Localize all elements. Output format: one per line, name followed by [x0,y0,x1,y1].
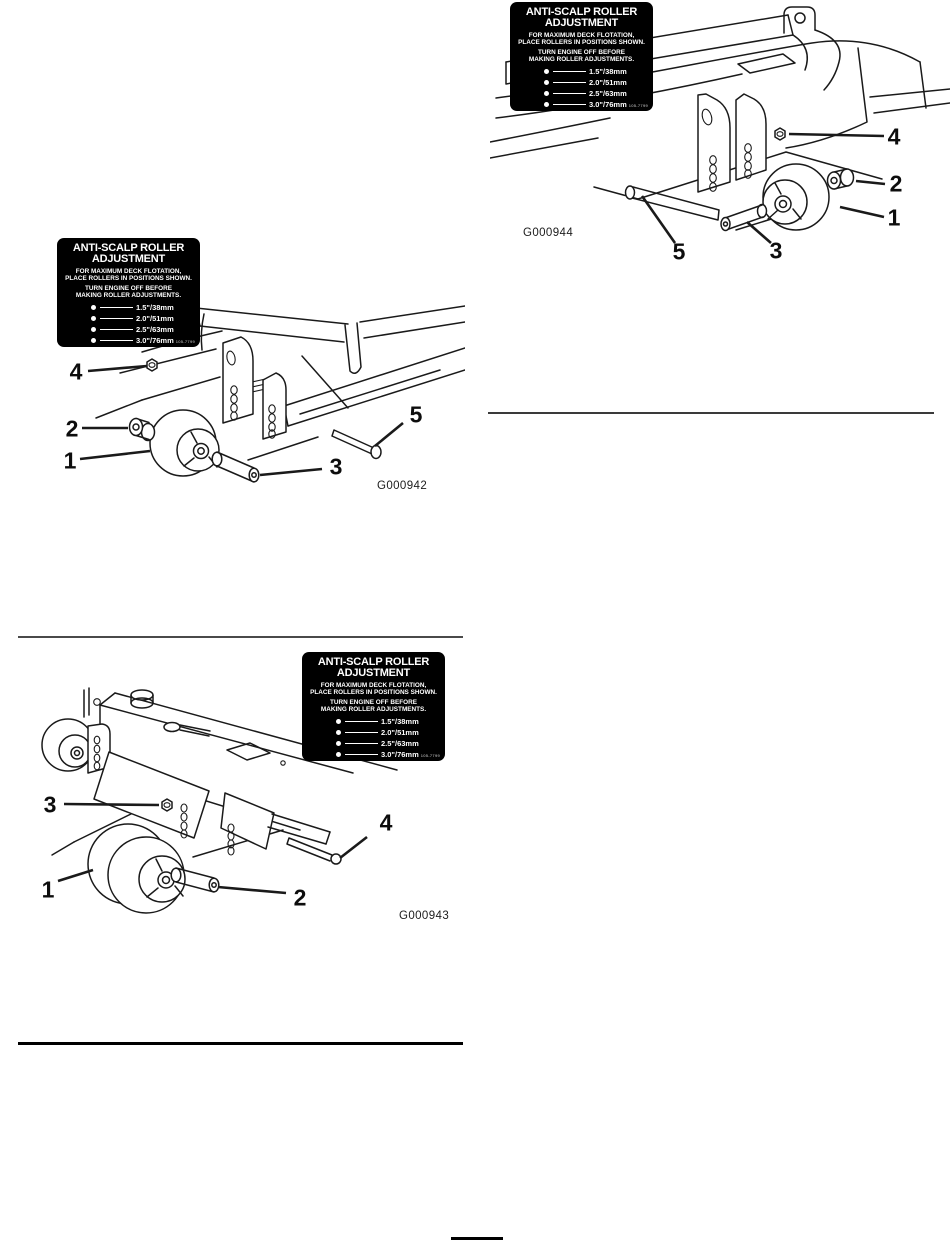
bullet-dot-icon [336,752,341,757]
roller-wheel [150,410,219,476]
callout-5: 5 [672,238,686,265]
mount-brackets [223,337,286,439]
figure-g000944 [490,0,950,266]
callout-2: 2 [889,170,903,197]
fixed-front-roller [42,688,110,773]
pointer-line [100,329,133,331]
decal-note: TURN ENGINE OFF BEFORE MAKING ROLLER ADJUSTMENTS. [528,49,635,63]
bullet-dot-icon [544,80,549,85]
flange-nut [775,128,785,140]
section-divider-left-upper [18,636,463,638]
callout-1: 1 [887,204,901,231]
pointer-line [345,721,378,723]
section-divider-right [488,412,934,414]
bullet-dot-icon [544,102,549,107]
pointer-line [345,732,378,734]
decal-part-number: 105-7799 [420,753,440,758]
pointer-line [345,743,378,745]
decal-note: FOR MAXIMUM DECK FLOTATION, PLACE ROLLERS IN POSITIONS SHOWN. [518,32,645,46]
bullet-dot-icon [544,91,549,96]
spacer-tube [212,452,259,482]
pointer-line [100,318,133,320]
bullet-dot-icon [544,69,549,74]
figure-caption: G000943 [399,910,450,922]
pointer-line [345,754,378,756]
callout-3: 3 [329,453,343,480]
height-option: 2.0"/51mm [381,728,419,737]
bullet-dot-icon [91,338,96,343]
anti-scalp-decal [510,2,653,111]
anti-scalp-decal [57,238,200,347]
carriage-bolt [626,186,720,220]
pointer-line [553,82,586,84]
callout-2: 2 [293,884,307,911]
height-option: 1.5"/38mm [589,67,627,76]
pointer-line [553,93,586,95]
pointer-line [553,104,586,106]
pointer-line [100,340,133,342]
roller-wheel [88,824,185,913]
height-option: 2.5"/63mm [589,89,627,98]
spacer-tube [721,205,767,231]
decal-title: ANTI-SCALP ROLLER [317,656,430,668]
mount-brackets [698,94,766,192]
callout-3: 3 [43,791,57,818]
pointer-line [100,307,133,309]
decal-title: ADJUSTMENT [544,17,619,29]
decal-part-number: 105-7799 [175,339,195,344]
decal-title: ANTI-SCALP ROLLER [72,242,185,254]
decal-title: ANTI-SCALP ROLLER [525,6,638,18]
callout-4: 4 [887,123,901,150]
decal-note: TURN ENGINE OFF BEFORE MAKING ROLLER ADJUSTMENTS. [75,285,182,299]
anti-scalp-decal [302,652,445,761]
callout-4: 4 [379,809,393,836]
callout-4: 4 [69,358,83,385]
height-option: 2.0"/51mm [589,78,627,87]
bullet-dot-icon [336,741,341,746]
height-option: 2.0"/51mm [136,314,174,323]
flange-nut [147,359,157,371]
callout-2: 2 [65,415,79,442]
decal-note: FOR MAXIMUM DECK FLOTATION, PLACE ROLLERS IN POSITIONS SHOWN. [65,268,192,282]
carriage-bolt [287,838,341,864]
height-option: 2.5"/63mm [381,739,419,748]
height-option: 1.5"/38mm [381,717,419,726]
pointer-line [553,71,586,73]
callout-1: 1 [41,876,55,903]
bullet-dot-icon [91,327,96,332]
roller-wheel [763,164,829,230]
height-option: 1.5"/38mm [136,303,174,312]
bullet-dot-icon [336,719,341,724]
footer-rule [451,1237,503,1240]
decal-note: TURN ENGINE OFF BEFORE MAKING ROLLER ADJUSTMENTS. [320,699,427,713]
decal-title: ADJUSTMENT [91,253,166,265]
section-divider-left-lower [18,1042,463,1045]
callout-5: 5 [409,401,423,428]
spacer-bushing [828,169,854,189]
figure-caption: G000942 [377,480,428,492]
figure-g000943 [0,650,465,940]
decal-title: ADJUSTMENT [336,667,411,679]
decal-note: FOR MAXIMUM DECK FLOTATION, PLACE ROLLERS IN POSITIONS SHOWN. [310,682,437,696]
height-option: 2.5"/63mm [136,325,174,334]
figure-caption: G000944 [523,227,574,239]
figure-g000942 [0,230,465,500]
decal-part-number: 105-7799 [628,103,648,108]
height-option: 3.0"/76mm [381,750,419,759]
height-option: 3.0"/76mm [136,336,174,345]
bullet-dot-icon [336,730,341,735]
callout-3: 3 [769,237,783,264]
spacer-bushing [130,419,155,441]
bullet-dot-icon [91,316,96,321]
height-option: 3.0"/76mm [589,100,627,109]
bullet-dot-icon [91,305,96,310]
deck-arm [284,348,465,426]
callout-1: 1 [63,447,77,474]
flange-nut [162,799,172,811]
